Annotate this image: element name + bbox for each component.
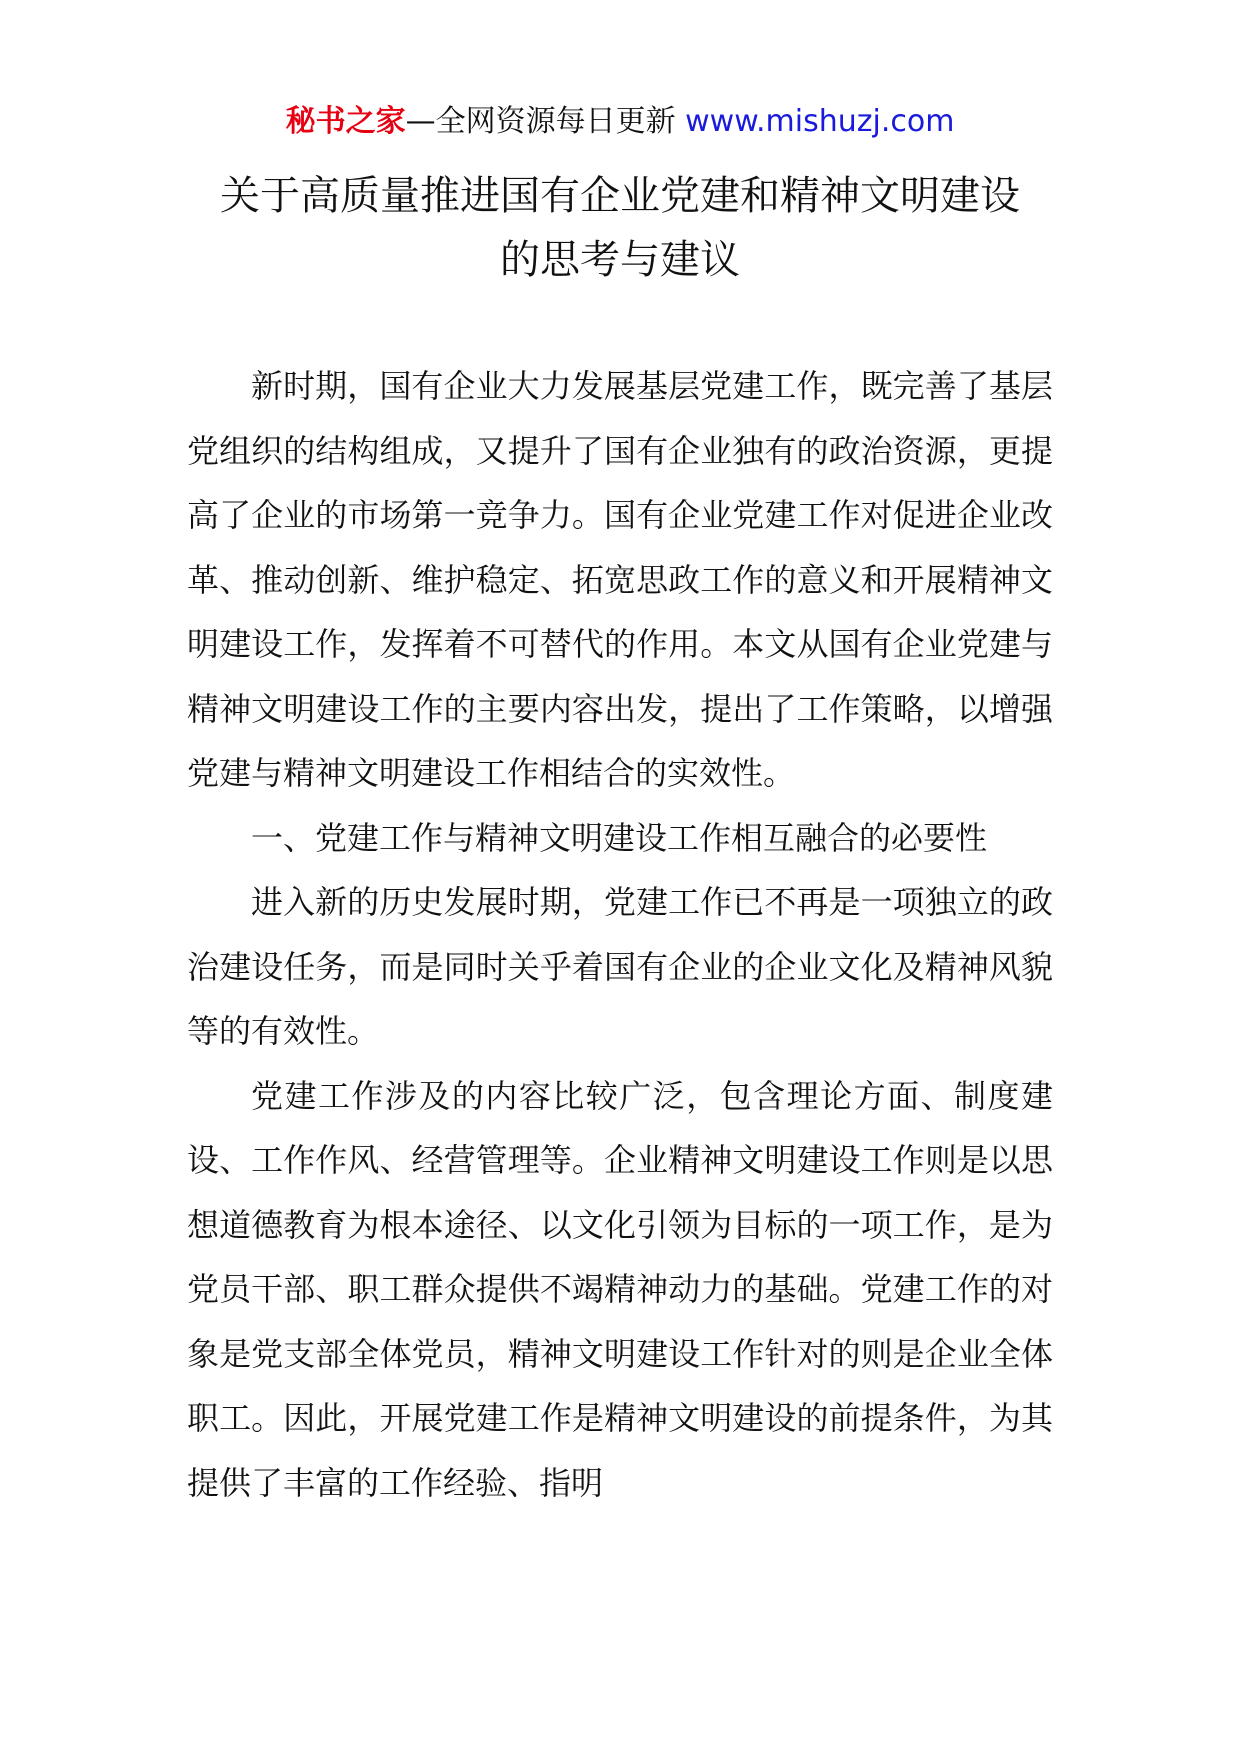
watermark-header — [0, 100, 1240, 144]
paragraph-intro: 新时期，国有企业大力发展基层党建工作，既完善了基层党组织的结构组成，又提升了国有企业独有的政治资源，更提高了企业的市场第一竞争力。国有企业党建工作对促进企业改革、推动创新、维护稳定、拓宽思政工作的意义和开展精神文明建设工作，发挥着不可替代的作用。本文从国有企业党建与精神文明建设工作的主要内容出发，提出了工作策略，以增强党建与精神文明建设工作相结合的实效性。 — [187, 367, 1053, 792]
title-line-1: 关于高质量推进国有企业党建和精神文明建设 — [220, 173, 1020, 219]
paragraph-3: 党建工作涉及的内容比较广泛，包含理论方面、制度建设、工作作风、经营管理等。企业精神文明建设工作则是以思想道德教育为根本途径、以文化引领为目标的一项工作，是为党员干部、职工群众提供不竭精神动力的基础。党建工作的对象是党支部全体党员，精神文明建设工作针对的则是企业全体职工。因此，开展党建工作是精神文明建设的前提条件，为其提供了丰富的工作经验、指明 — [187, 1076, 1053, 1502]
site-url: www.mishuzj.com — [685, 104, 955, 139]
brand-tagline: —全网资源每日更新 — [405, 104, 676, 139]
document-title — [120, 164, 1120, 292]
document-body — [187, 354, 1053, 1515]
paragraph-2: 进入新的历史发展时期，党建工作已不再是一项独立的政治建设任务，而是同时关乎着国有企业的企业文化及精神风貌等的有效性。 — [187, 883, 1053, 1050]
brand-name: 秘书之家 — [285, 104, 406, 139]
title-line-2: 的思考与建议 — [500, 237, 740, 283]
section-heading-1: 一、党建工作与精神文明建设工作相互融合的必要性 — [251, 818, 988, 857]
